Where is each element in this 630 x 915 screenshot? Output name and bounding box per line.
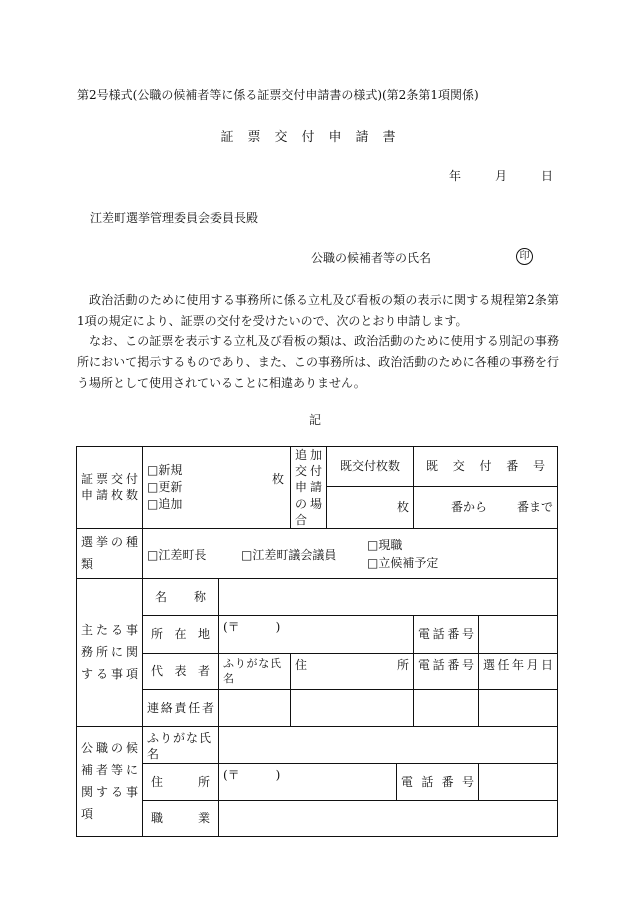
- date-day: 日: [541, 169, 554, 183]
- option-incumbent[interactable]: □現職: [367, 537, 403, 552]
- cand-name-value[interactable]: [219, 726, 558, 763]
- election-type-label: 選挙の種類: [77, 528, 143, 578]
- form-caption: 第2号様式(公職の候補者等に係る証票交付申請書の様式)(第2条第1項関係): [77, 88, 479, 102]
- office-location-label: 所在地: [143, 615, 219, 653]
- contact-name-value[interactable]: [219, 689, 291, 726]
- seal-mark: 印: [516, 248, 533, 265]
- body-paragraph-1: 政治活動のために使用する事務所に係る立札及び看板の類の表示に関する規程第2条第1項の規定により、証票の交付を受けたいので、次のとおり申請します。: [77, 293, 559, 328]
- option-new[interactable]: □新規: [147, 462, 183, 477]
- election-type-options: [143, 528, 558, 578]
- cand-phone-value[interactable]: [479, 763, 558, 800]
- office-name-value[interactable]: [219, 578, 558, 615]
- cand-address-label: 住所: [143, 763, 219, 800]
- date-month: 月: [495, 169, 508, 183]
- cand-address-value[interactable]: (〒 ): [219, 763, 397, 800]
- application-count-label: 証票交付申請枚数: [77, 447, 143, 529]
- main-office-label: 主たる事務所に関する事項: [77, 578, 143, 726]
- option-candidate[interactable]: □立候補予定: [367, 555, 439, 570]
- ki-heading: 記: [308, 413, 321, 427]
- rep-phone-label: 電話番号: [414, 653, 479, 689]
- representative-label: 代表者: [143, 653, 219, 689]
- issued-count-label: 既交付枚数: [327, 447, 414, 487]
- option-renew[interactable]: □更新: [147, 479, 183, 494]
- application-form-table: [76, 446, 558, 837]
- rep-address-label: 住所: [291, 653, 414, 689]
- date-year: 年: [449, 169, 462, 183]
- contact-date-value[interactable]: [479, 689, 558, 726]
- document-title: 証票交付申請書: [220, 130, 410, 145]
- application-type-options: [143, 447, 291, 529]
- rep-furigana-name-label: ふりがな氏名: [219, 653, 291, 689]
- sheets-unit: 枚: [271, 472, 284, 486]
- occupation-value[interactable]: [219, 800, 558, 836]
- body-paragraph-2: なお、この証票を表示する立札及び看板の類は、政治活動のために使用する別記の事務所において掲示するものであり、また、この事務所は、政治活動のために各種の事務を行う場所として使用されていることに相違ありません。: [77, 334, 559, 390]
- issued-number-label: 既交付番号: [414, 447, 558, 487]
- option-council[interactable]: □江差町議会議員: [241, 547, 337, 562]
- office-phone-value[interactable]: [479, 615, 558, 653]
- additional-issuance-label: 追加交付申請の場合: [291, 447, 327, 529]
- to-number: 番まで: [517, 500, 554, 515]
- from-number: 番から: [451, 500, 488, 515]
- date-line: [449, 170, 553, 182]
- occupation-label: 職業: [143, 800, 219, 836]
- contact-phone-value[interactable]: [414, 689, 479, 726]
- office-phone-label: 電話番号: [414, 615, 479, 653]
- contact-address-value[interactable]: [291, 689, 414, 726]
- option-mayor[interactable]: □江差町長: [147, 547, 207, 562]
- issued-count-value[interactable]: 枚: [327, 486, 414, 528]
- candidate-section-label: 公職の候補者等に関する事項: [77, 726, 143, 836]
- issued-number-range[interactable]: [414, 486, 558, 528]
- addressee: 江差町選挙管理委員会委員長殿: [90, 211, 259, 225]
- contact-person-label: 連絡責任者: [143, 689, 219, 726]
- cand-furigana-name-label: ふりがな氏名: [143, 726, 219, 763]
- office-name-label: 名称: [143, 578, 219, 615]
- office-location-value[interactable]: (〒 ): [219, 615, 414, 653]
- option-add[interactable]: □追加: [147, 496, 183, 511]
- applicant-name-label: 公職の候補者等の氏名: [311, 251, 432, 265]
- appointment-date-label: 選任年月日: [479, 653, 558, 689]
- cand-phone-label: 電話番号: [397, 763, 479, 800]
